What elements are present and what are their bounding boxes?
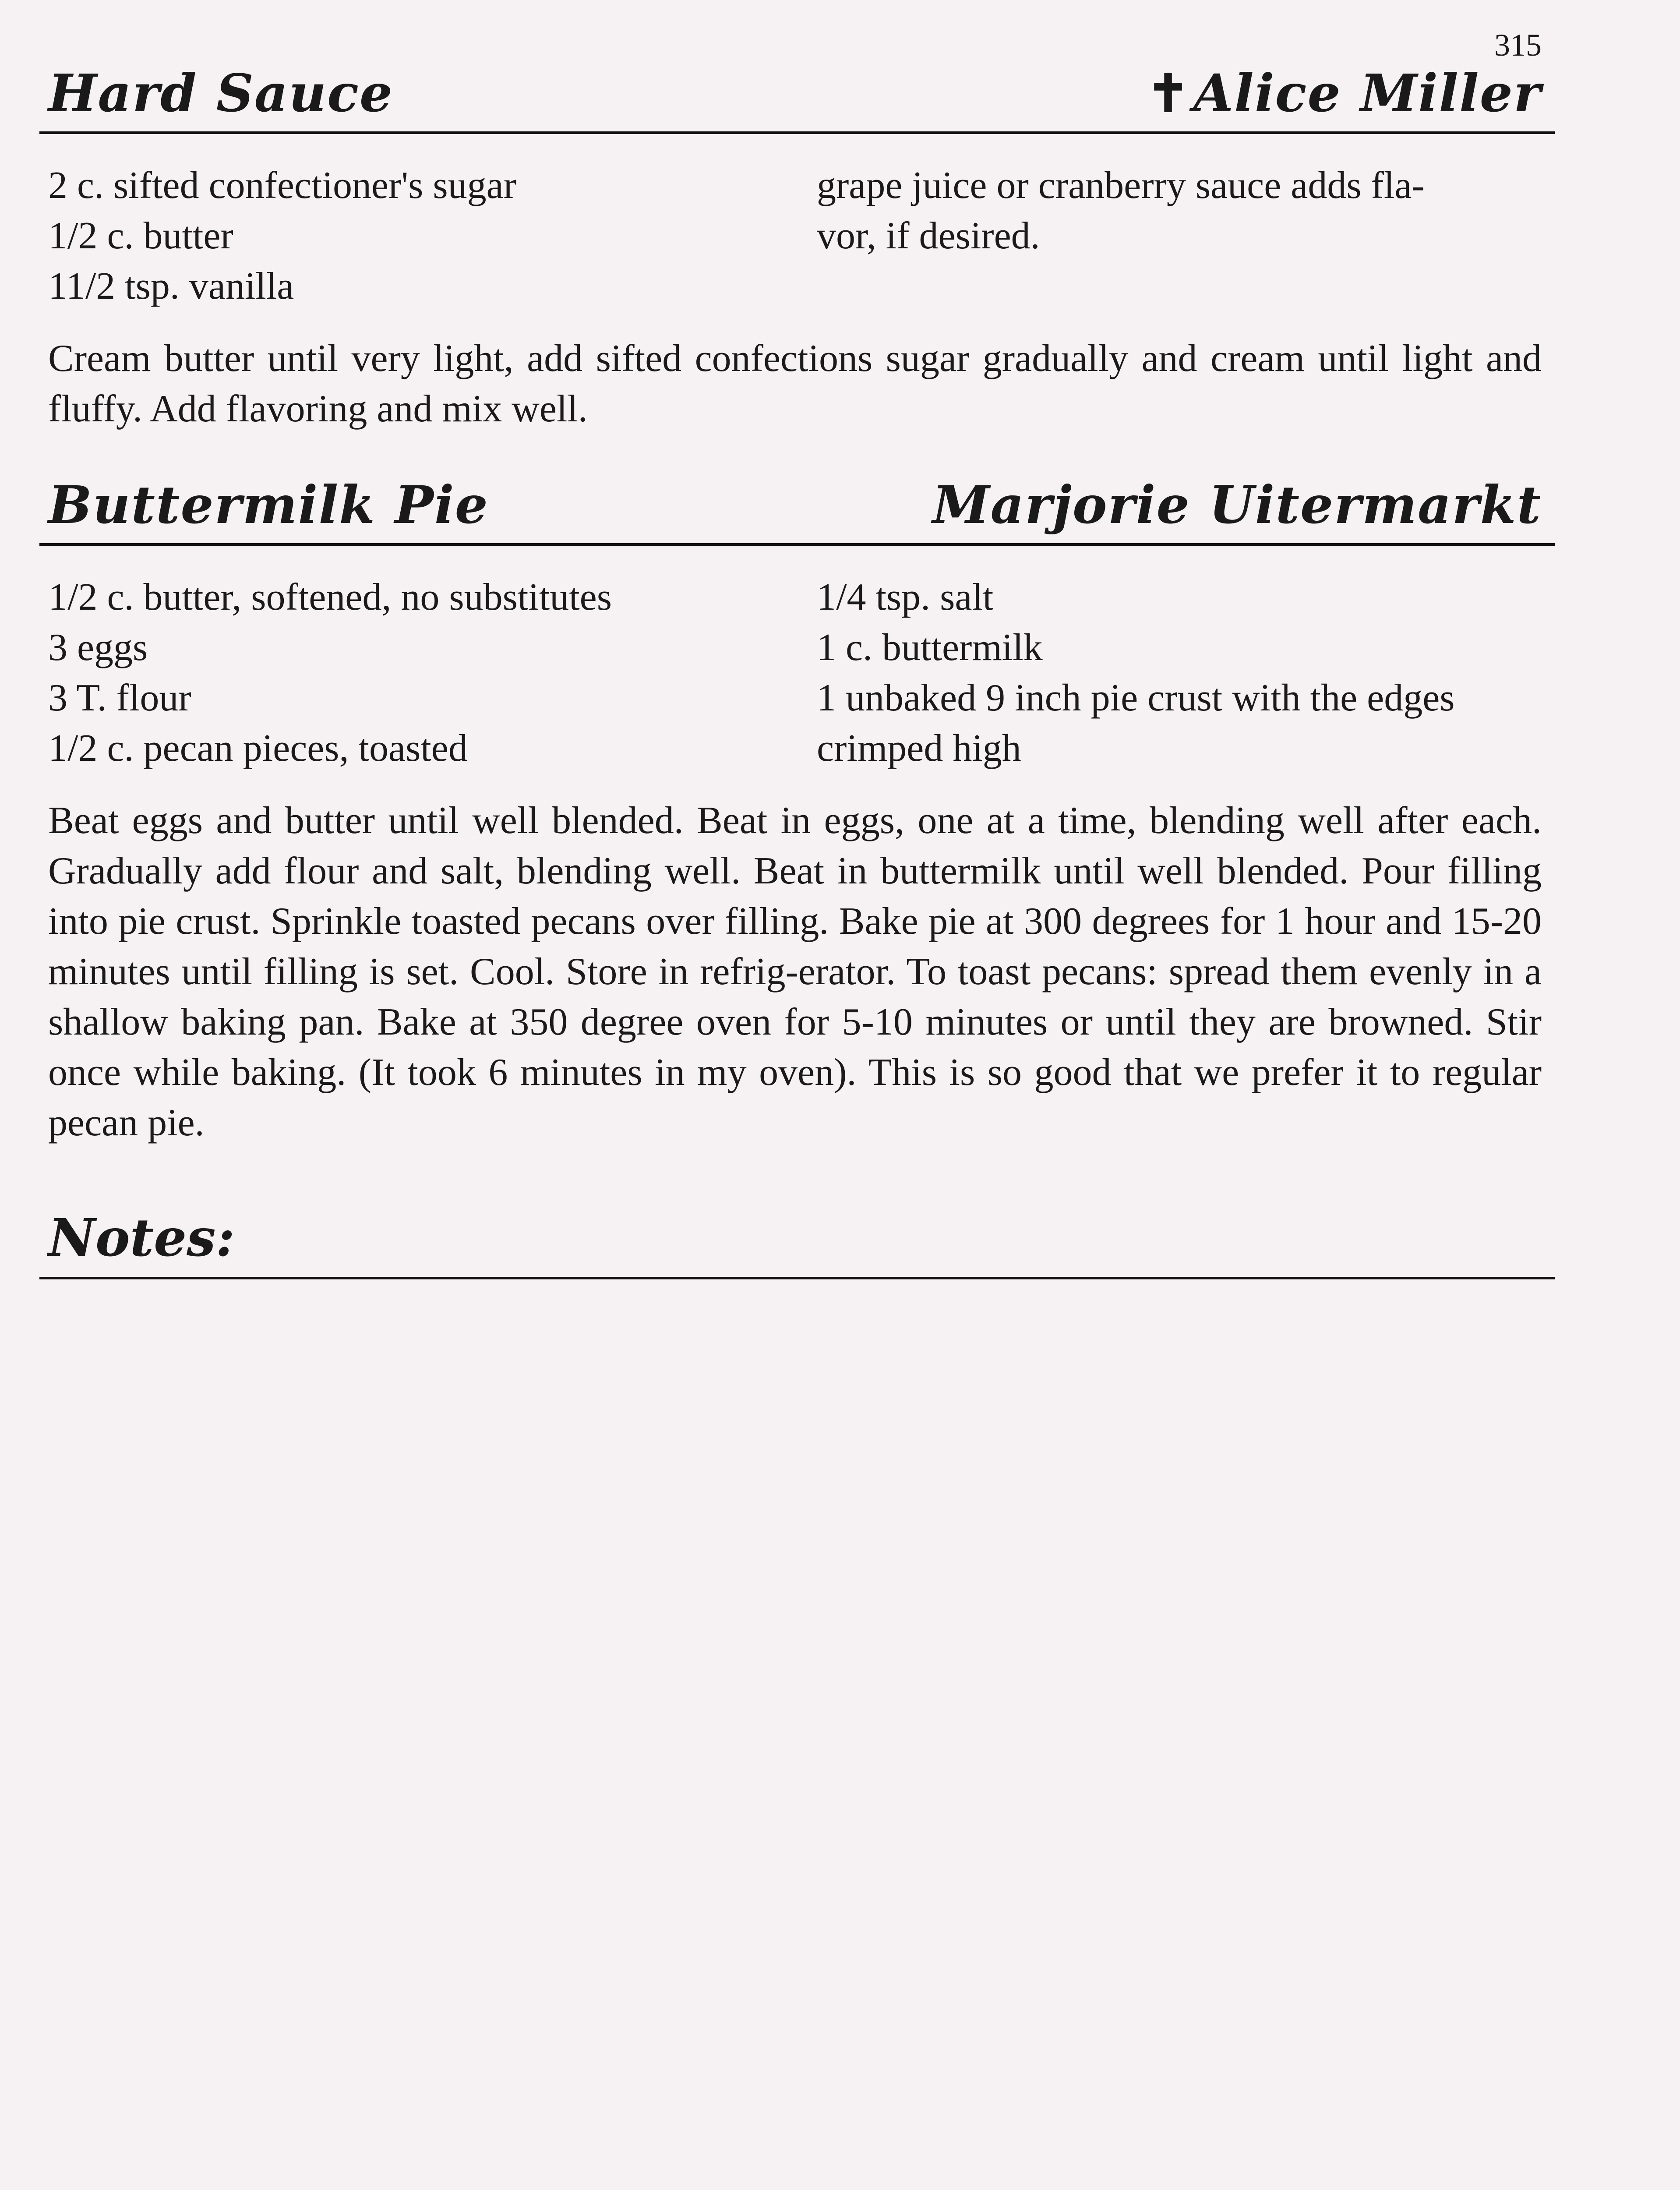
recipe-hard-sauce: [39, 63, 1555, 473]
ingredients-list: [39, 572, 1555, 774]
author-name: Alice Miller: [1193, 63, 1542, 124]
recipe-author: [1147, 63, 1542, 124]
recipe-title: Buttermilk Pie: [48, 474, 489, 535]
recipe-author: Marjorie Uitermarkt: [932, 474, 1542, 535]
ingredient-line: 3 eggs: [48, 626, 148, 669]
recipe-method: Beat eggs and butter until well blended. Beat in eggs, one at a time, blending well after each. Gradually add flour and salt, blending well. Beat in buttermilk until well blended. Pour filling into pie crust. Sprinkle toasted pecans over filling. Bake pie at 300 degrees for 1 hour and 15-20 minutes until filling is set. Cool. Store in refrig-erator. To toast pecans: spread them evenly in a shallow baking pan. Bake at 350 degree oven for 5-10 minutes or until they are browned. Stir once while baking. (It took 6 minutes in my oven). This is so good that we prefer it to regular pecan pie.: [48, 799, 1542, 1144]
ingredient-line: 1/2 c. pecan pieces, toasted: [48, 727, 468, 770]
notes-title: Notes:: [48, 1207, 235, 1268]
ingredient-line: 1 c. buttermilk: [817, 626, 1043, 669]
ingredient-line: 2 c. sifted confectioner's sugar: [48, 164, 517, 207]
recipe-title: Hard Sauce: [48, 63, 394, 124]
recipe-buttermilk-pie: [39, 474, 1555, 1187]
ingredients-list: [39, 160, 1555, 311]
ingredient-line: grape juice or cranberry sauce adds fla-: [817, 164, 1425, 207]
ingredient-line: 1 unbaked 9 inch pie crust with the edges: [817, 677, 1455, 719]
ingredient-line: 11/2 tsp. vanilla: [48, 265, 294, 307]
ingredient-line: crimped high: [817, 727, 1021, 770]
recipe-header: [39, 474, 1555, 546]
ingredient-line: vor, if desired.: [817, 215, 1040, 257]
ingredient-line: 3 T. flour: [48, 677, 191, 719]
ingredients-column-right: [817, 160, 1553, 311]
ingredient-line: 1/2 c. butter, softened, no substitutes: [48, 576, 612, 618]
ingredients-column-right: [817, 572, 1553, 774]
recipe-header: [39, 63, 1555, 134]
cross-icon: ✝: [1146, 63, 1191, 124]
ingredients-column-left: [48, 572, 817, 774]
notes-header: [39, 1183, 1555, 1279]
recipe-method: Cream butter until very light, add sifted confections sugar gradually and cream until light and fluffy. Add flavoring and mix well.: [48, 337, 1542, 430]
ingredients-column-left: [48, 160, 817, 311]
ingredient-line: 1/4 tsp. salt: [817, 576, 994, 618]
page-number: 315: [1494, 28, 1542, 63]
ingredient-line: 1/2 c. butter: [48, 215, 233, 257]
